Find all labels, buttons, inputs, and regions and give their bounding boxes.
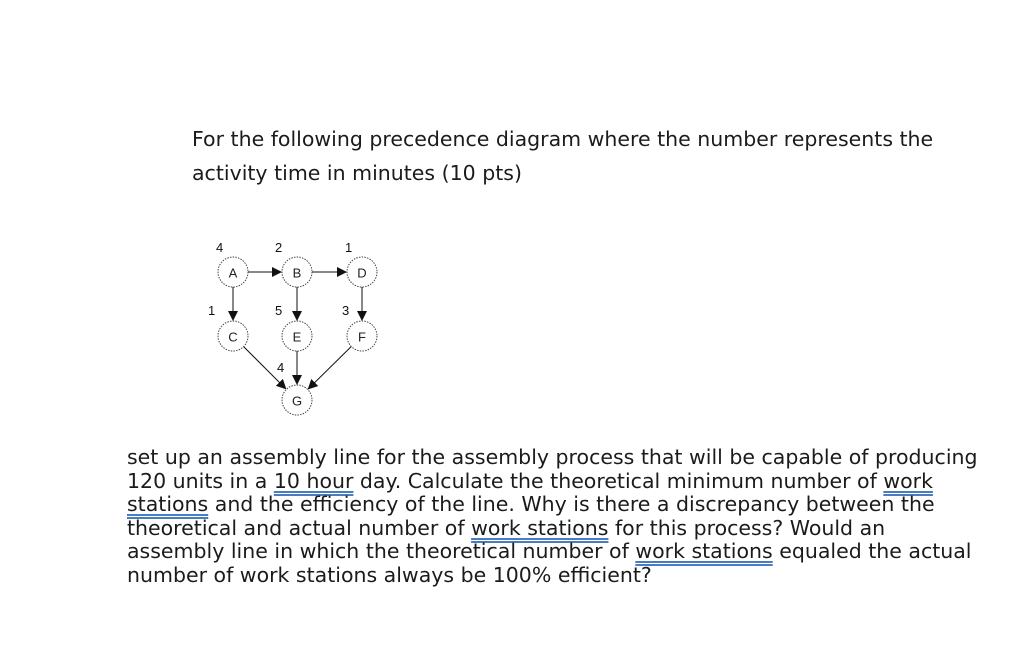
question-text: day. Calculate the theoretical minimum number of <box>353 468 884 493</box>
node-e <box>275 303 312 351</box>
node-d <box>345 240 377 287</box>
question-text: assembly line in which the theoretical number of <box>127 539 636 564</box>
activity-time-label: 1 <box>208 303 216 318</box>
activity-time-label: 2 <box>275 240 283 255</box>
intro-line: activity time in minutes (10 pts) <box>192 161 522 185</box>
question-text: for this process? Would an <box>608 515 886 540</box>
node-label: C <box>228 329 238 345</box>
question-text: number of work stations always be 100% efficient? <box>127 562 652 587</box>
question-line <box>127 493 1027 517</box>
question-text: equaled the actual <box>772 539 972 564</box>
activity-time-label: 3 <box>342 303 350 318</box>
question-text: set up an assembly line for the assembly process that will be capable of producing <box>127 445 978 469</box>
question-line <box>127 564 1027 588</box>
node-g <box>277 360 312 415</box>
activity-time-label: 4 <box>277 360 285 375</box>
node-label: F <box>358 329 366 345</box>
node-f <box>342 303 377 351</box>
question-line <box>127 470 1027 494</box>
question-paragraph <box>127 446 1027 588</box>
question-text: theoretical and actual number of <box>127 515 472 540</box>
precedence-diagram <box>195 232 395 422</box>
question-line <box>127 517 1027 541</box>
node-label: E <box>292 329 302 345</box>
activity-time-label: 5 <box>275 303 283 318</box>
node-label: A <box>228 265 238 281</box>
question-text: and the efficiency of the line. Why is there a discrepancy between the <box>208 492 935 517</box>
activity-time-label: 1 <box>345 240 353 255</box>
underlined-term: work stations <box>635 539 773 564</box>
node-c <box>208 303 248 351</box>
node-b <box>275 240 312 287</box>
node-label: B <box>292 265 302 281</box>
intro-line: For the following precedence diagram where the number represents the <box>192 127 934 151</box>
activity-time-label: 4 <box>216 240 224 255</box>
node-label: G <box>291 393 303 409</box>
underlined-term: work <box>883 468 933 493</box>
node-label: D <box>357 265 367 281</box>
question-line <box>127 540 1027 564</box>
underlined-term: 10 hour <box>273 468 354 493</box>
underlined-term: stations <box>127 492 209 517</box>
question-line <box>127 446 1027 470</box>
underlined-term: work stations <box>471 515 609 540</box>
node-a <box>216 240 248 287</box>
intro-paragraph <box>192 122 972 190</box>
edge-f-g <box>308 347 351 389</box>
question-text: 120 units in a <box>127 468 274 493</box>
